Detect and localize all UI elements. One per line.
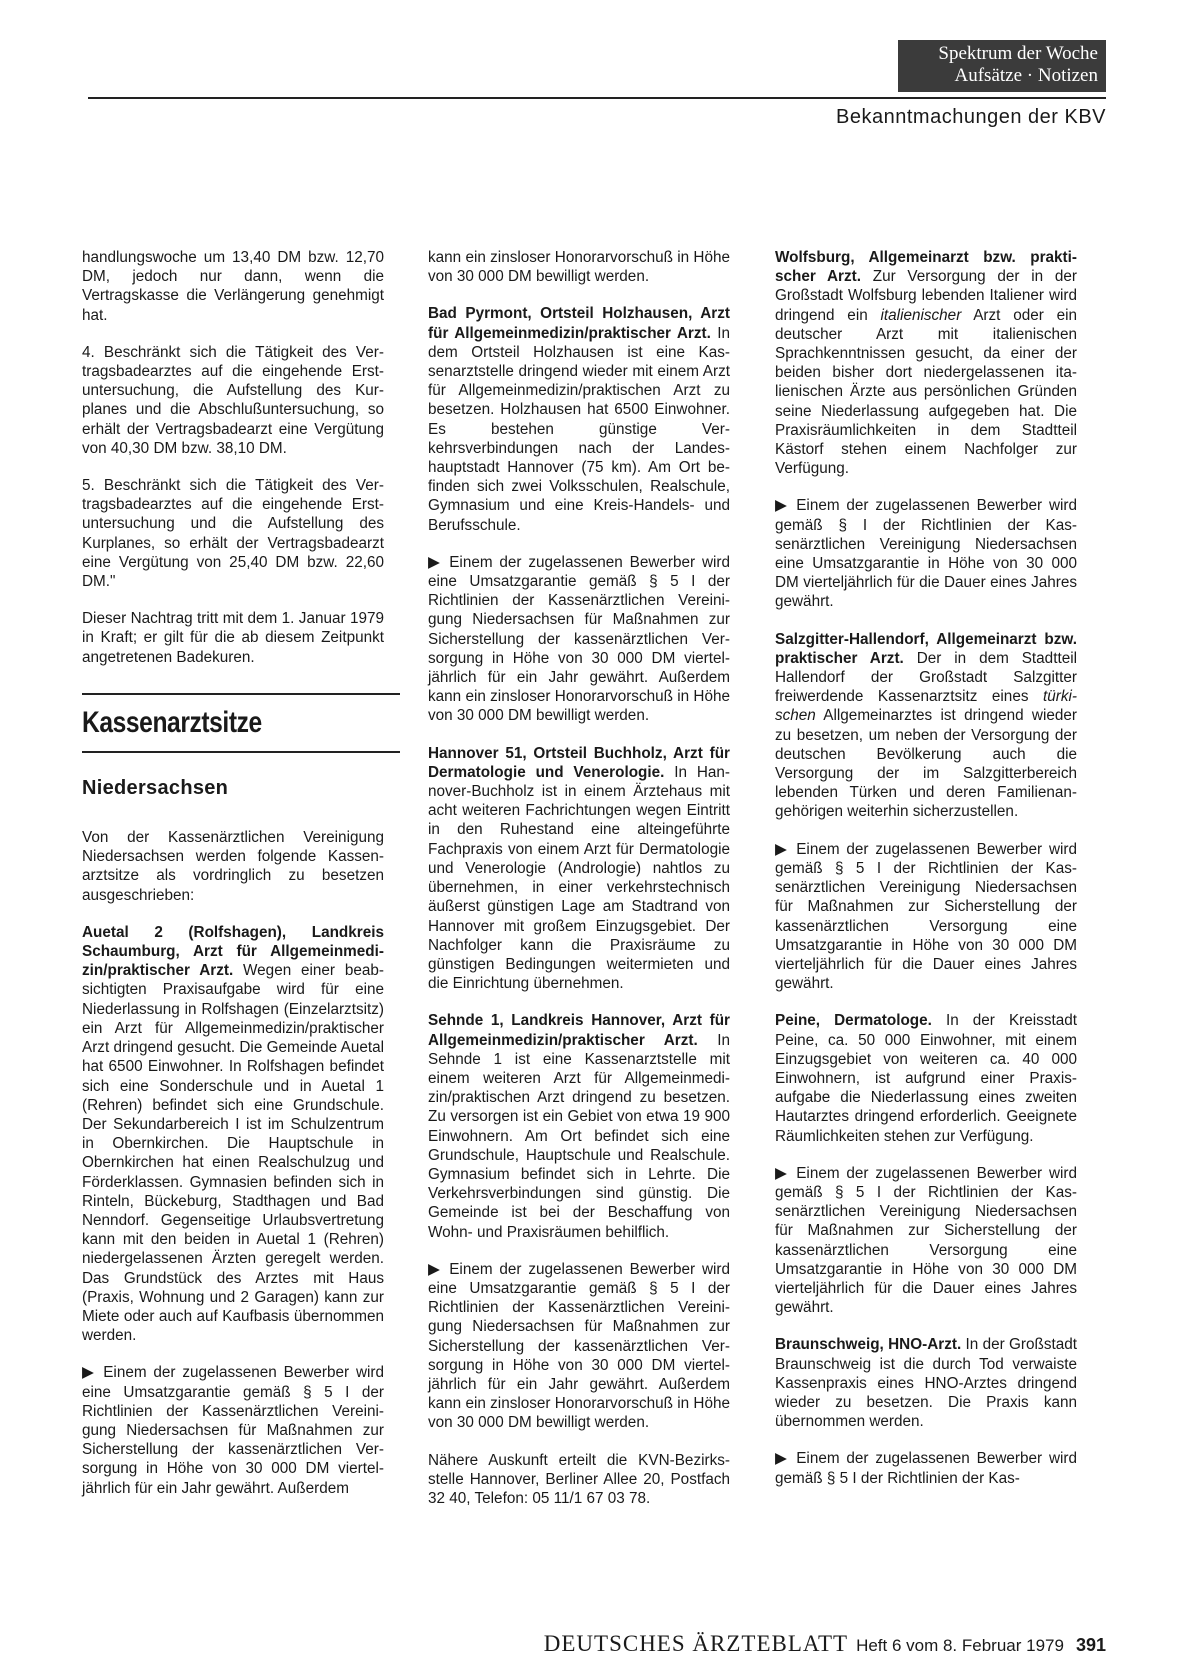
region-heading: Niedersachsen bbox=[82, 776, 229, 799]
listing-title: Auetal 2 (Rolfshagen), Landkreis Schaumburg, Arzt für Allgemeinmedizin/praktischer Arzt. bbox=[82, 923, 384, 980]
column-3 bbox=[775, 248, 1077, 1506]
page-number: 391 bbox=[1075, 1635, 1106, 1655]
listing-auetal bbox=[82, 923, 384, 1345]
listing-title: Sehnde 1, Landkreis Hannover, Arzt für Allgemeinmedizin/praktischer Arzt. bbox=[428, 1012, 730, 1049]
header-rule bbox=[88, 97, 1106, 99]
listing-text: In Sehnde 1 ist eine Kassenarztstelle mit einem weiteren Arzt für Allgemeinmedizin/praktischen Arzt dringend zu besetzen. Zu versorgen ist ein Gebiet von etwa 19 900 Einwohnern. Am Ort befindet sich eine Grundschule, Hauptschule und Realschule. Gymnasium befindet sich in Lehrte. Die Verkehrsverbindungen sind günstig. Die Gemeinde ist bei der Beschaffung von Wohn- und Praxisräumen behilflich. bbox=[428, 1031, 730, 1241]
listing-bad-pyrmont bbox=[428, 304, 730, 534]
listing-text: In dem Ortsteil Holzhausen ist eine Kassenarztstelle dringend wieder mit einem Arzt für Allgemeinmedizin/praktischen Arzt zu besetzen. Holzhausen hat 6500 Einwohner. Es bestehen günstige Verkehrsverbindungen nach der Landeshauptstadt Hannover (75 km). Am Ort befinden sich zwei Volksschulen, Realschule, Gymnasium und eine Kreis-Handels- und Berufsschule. bbox=[428, 324, 730, 534]
paragraph: kann ein zinsloser Honorarvorschuß in Höhe von 30 000 DM bewilligt werden. bbox=[428, 249, 730, 286]
listing-hannover bbox=[428, 744, 730, 994]
listing-salzgitter bbox=[775, 630, 1077, 822]
page-footer bbox=[544, 1631, 1106, 1657]
listing-title: Wolfsburg, Allgemeinarzt bzw. praktischer Arzt. bbox=[775, 249, 1077, 286]
listing-title: Salzgitter-Hallendorf, Allgemeinarzt bzw. praktischer Arzt. bbox=[775, 630, 1077, 667]
paragraph: ▶ Einem der zugelassenen Bewerber wird gemäß § 5 I der Richtlinien der Kassenärztlichen Vereinigung Niedersachsen für Maßnahmen zur Sicherstellung der kassenärztlichen Versorgung eine Umsatzgarantie in Höhe von 30 000 DM vierteljährlich für die Dauer eines Jahres gewährt. bbox=[775, 1164, 1077, 1317]
heading-rule-bottom bbox=[82, 751, 400, 753]
badge-line-2: Aufsätze · Notizen bbox=[954, 65, 1098, 86]
badge-line-1: Spektrum der Woche bbox=[938, 43, 1098, 64]
listing-emphasis: türkischen bbox=[775, 688, 1077, 725]
listing-text: Der in dem Stadtteil Hallendorf der Großstadt Salzgitter freiwerdende Kassenarztsitz eines bbox=[775, 649, 1077, 706]
section-name: Bekanntmachungen der KBV bbox=[836, 106, 1106, 128]
section-heading: Kassenarztsitze bbox=[82, 705, 262, 739]
issue-info: Heft 6 vom 8. Februar 1979 bbox=[856, 1636, 1064, 1655]
contact-info: Nähere Auskunft erteilt die KVN-Bezirksstelle Hannover, Berliner Allee 20, Postfach 32 40, Telefon: 05 11/1 67 03 78. bbox=[428, 1451, 730, 1507]
listing-emphasis: italienischer bbox=[880, 306, 962, 324]
paragraph: ▶ Einem der zugelassenen Bewerber wird eine Umsatzgarantie gemäß § 5 I der Richtlinien der Kassenärztlichen Vereinigung Niedersachsen für Maßnahmen zur Sicherstellung der kassenärztlichen Versorgung in Höhe von 30 000 DM vierteljährlich für ein Jahr gewährt. Außerdem kann ein zinsloser Honorarvorschuß in Höhe von 30 000 DM bewilligt werden. bbox=[428, 553, 730, 725]
listing-text: Allgemeinarztes ist dringend wieder zu besetzen, um neben der Versorgung der deutschen Bevölkerung auch die Versorgung der im Salzgitterbereich lebenden Türken und deren Familienangehörigen weiterhin sicherzustellen. bbox=[775, 707, 1077, 821]
paragraph: Von der Kassenärztlichen Vereinigung Niedersachsen werden folgende Kassenarztsitze als vordringlich zu besetzen ausgeschrieben: bbox=[82, 829, 384, 904]
heading-rule-top bbox=[82, 693, 400, 695]
paragraph: ▶ Einem der zugelassenen Bewerber wird gemäß § 5 I der Richtlinien der Kas- bbox=[775, 1450, 1077, 1487]
paragraph: 5. Beschränkt sich die Tätigkeit des Vertragsbadearztes auf die eingehende Erstuntersuchung und die Aufstellung des Kurplanes, so erhält der Vertragsbadearzt eine Vergütung von 25,40 DM bzw. 22,60 DM." bbox=[82, 477, 384, 591]
listing-text: In Hannover-Buchholz ist in einem Ärztehaus mit acht weiteren Fachrichtungen wegen Eintritt in den Ruhestand eine alteingeführte Fachpraxis von einem Arzt für Dermatologie und Venerologie (Andrologie) nahtlos zu übernehmen, in einer verkehrstechnisch äußerst günstigen Lage am Stadtrand von Hannover mit großem Einzugsgebiet. Der Nachfolger kann die Praxisräume zu günstigen Bedingungen weitermieten und die Einrichtung übernehmen. bbox=[428, 763, 730, 993]
paragraph: ▶ Einem der zugelassenen Bewerber wird gemäß § 5 I der Richtlinien der Kassenärztlichen Vereinigung Niedersachsen für Maßnahmen zur Sicherstellung der kassenärztlichen Versorgung eine Umsatzgarantie in Höhe von 30 000 DM vierteljährlich für die Dauer eines Jahres gewährt. bbox=[775, 840, 1077, 993]
column-2 bbox=[428, 248, 730, 1526]
listing-text: In der Großstadt Braunschweig ist die durch Tod verwaiste Kassenpraxis eines HNO-Arztes dringend wieder zu besetzen. Die Praxis kann übernommen werden. bbox=[775, 1336, 1078, 1431]
listing-title: Braunschweig, HNO-Arzt. bbox=[775, 1336, 962, 1354]
paragraph: ▶ Einem der zugelassenen Bewerber wird eine Umsatzgarantie gemäß § 5 I der Richtlinien der Kassenärztlichen Vereinigung Niedersachsen für Maßnahmen zur Sicherstellung der kassenärztlichen Versorgung in Höhe von 30 000 DM vierteljährlich für ein Jahr gewährt. Außerdem kann ein zinsloser Honorarvorschuß in Höhe von 30 000 DM bewilligt werden. bbox=[428, 1260, 730, 1432]
listing-text: Zur Versorgung der in der Großstadt Wolfsburg lebenden Italiener wird dringend ein bbox=[775, 268, 1077, 324]
column-1 bbox=[82, 248, 384, 1516]
listing-title: Peine, Dermatologe. bbox=[775, 1012, 932, 1030]
listing-text: Arzt oder ein deutscher Arzt mit italienischen Sprachkenntnissen gesucht, da einer der beiden bisher dort niedergelassenen italienischen Ärzte aus persönlichen Gründen seine Niederlassung aufgegeben hat. Die Praxisräumlichkeiten in dem Stadtteil Kästorf stehen einem Nachfolger zur Verfügung. bbox=[775, 306, 1078, 478]
listing-title: Bad Pyrmont, Ortsteil Holzhausen, Arzt für Allgemeinmedizin/praktischer Arzt. bbox=[428, 305, 730, 342]
listing-peine bbox=[775, 1011, 1077, 1145]
listing-braunschweig bbox=[775, 1335, 1077, 1431]
listing-title: Hannover 51, Ortsteil Buchholz, Arzt für Dermatologie und Venerologie. bbox=[428, 744, 730, 781]
listing-sehnde bbox=[428, 1011, 730, 1241]
paragraph: Dieser Nachtrag tritt mit dem 1. Januar 1979 in Kraft; er gilt für die ab diesem Zeitpunkt angetretenen Badekuren. bbox=[82, 610, 384, 666]
paragraph: ▶ Einem der zugelassenen Bewerber wird gemäß § I der Richtlinien der Kassenärztlichen Vereinigung Niedersachsen eine Umsatzgarantie in Höhe von 30 000 DM vierteljährlich für die Dauer eines Jahres gewährt. bbox=[775, 497, 1077, 611]
listing-wolfsburg bbox=[775, 248, 1077, 478]
paragraph: 4. Beschränkt sich die Tätigkeit des Vertragsbadearztes auf die eingehende Erstuntersuchung, die Aufstellung des Kurplanes und die Abschlußuntersuchung, so erhält der Vertragsbadearzt eine Vergütung von 40,30 DM bzw. 38,10 DM. bbox=[82, 343, 384, 457]
listing-text: In der Kreisstadt Peine, ca. 50 000 Einwohner, mit einem Einzugsgebiet von weiteren ca. 40 000 Einwohnern, ist aufgrund einer Praxisaufgabe die Niederlassung eines zweiten Hautarztes dringend erforderlich. Geeignete Räumlichkeiten stehen zur Verfügung. bbox=[775, 1012, 1077, 1145]
paragraph: handlungswoche um 13,40 DM bzw. 12,70 DM, jedoch nur dann, wenn die Vertragskasse die Verlängerung genehmigt hat. bbox=[82, 249, 384, 324]
listing-text: Wegen einer beabsichtigten Praxisaufgabe wird für eine Niederlassung in Rolfshagen (Einzelarztsitz) ein Arzt für Allgemeinmedizin/praktischer Arzt dringend gesucht. Die Gemeinde Auetal hat 6500 Einwohner. In Rolfshagen befindet sich eine Sonderschule und in Auetal 1 (Rehren) befindet sich eine Grundschule. Der Sekundarbereich I ist im Schulzentrum in Obernkirchen. Die Hauptschule in Obernkirchen hat einen Realschulzug und Förderklassen. Gymnasien befinden sich in Rinteln, Bückeburg, Stadthagen und Bad Nenndorf. Gegenseitige Urlaubsvertretung kann mit den beiden in Auetal 1 (Rehren) niedergelassenen Ärzten geregelt werden. Das Grundstück des Arztes mit Haus (Praxis, Wohnung und 2 Garagen) kann zur Miete oder auch auf Kaufbasis übernommen werden. bbox=[82, 962, 384, 1345]
section-badge bbox=[898, 40, 1106, 92]
magazine-name: DEUTSCHES ÄRZTEBLATT bbox=[543, 1631, 849, 1656]
paragraph: ▶ Einem der zugelassenen Bewerber wird eine Umsatzgarantie gemäß § 5 I der Richtlinien der Kassenärztlichen Vereinigung Niedersachsen für Maßnahmen zur Sicherstellung der kassenärztlichen Versorgung in Höhe von 30 000 DM vierteljährlich für ein Jahr gewährt. Außerdem bbox=[82, 1364, 384, 1497]
